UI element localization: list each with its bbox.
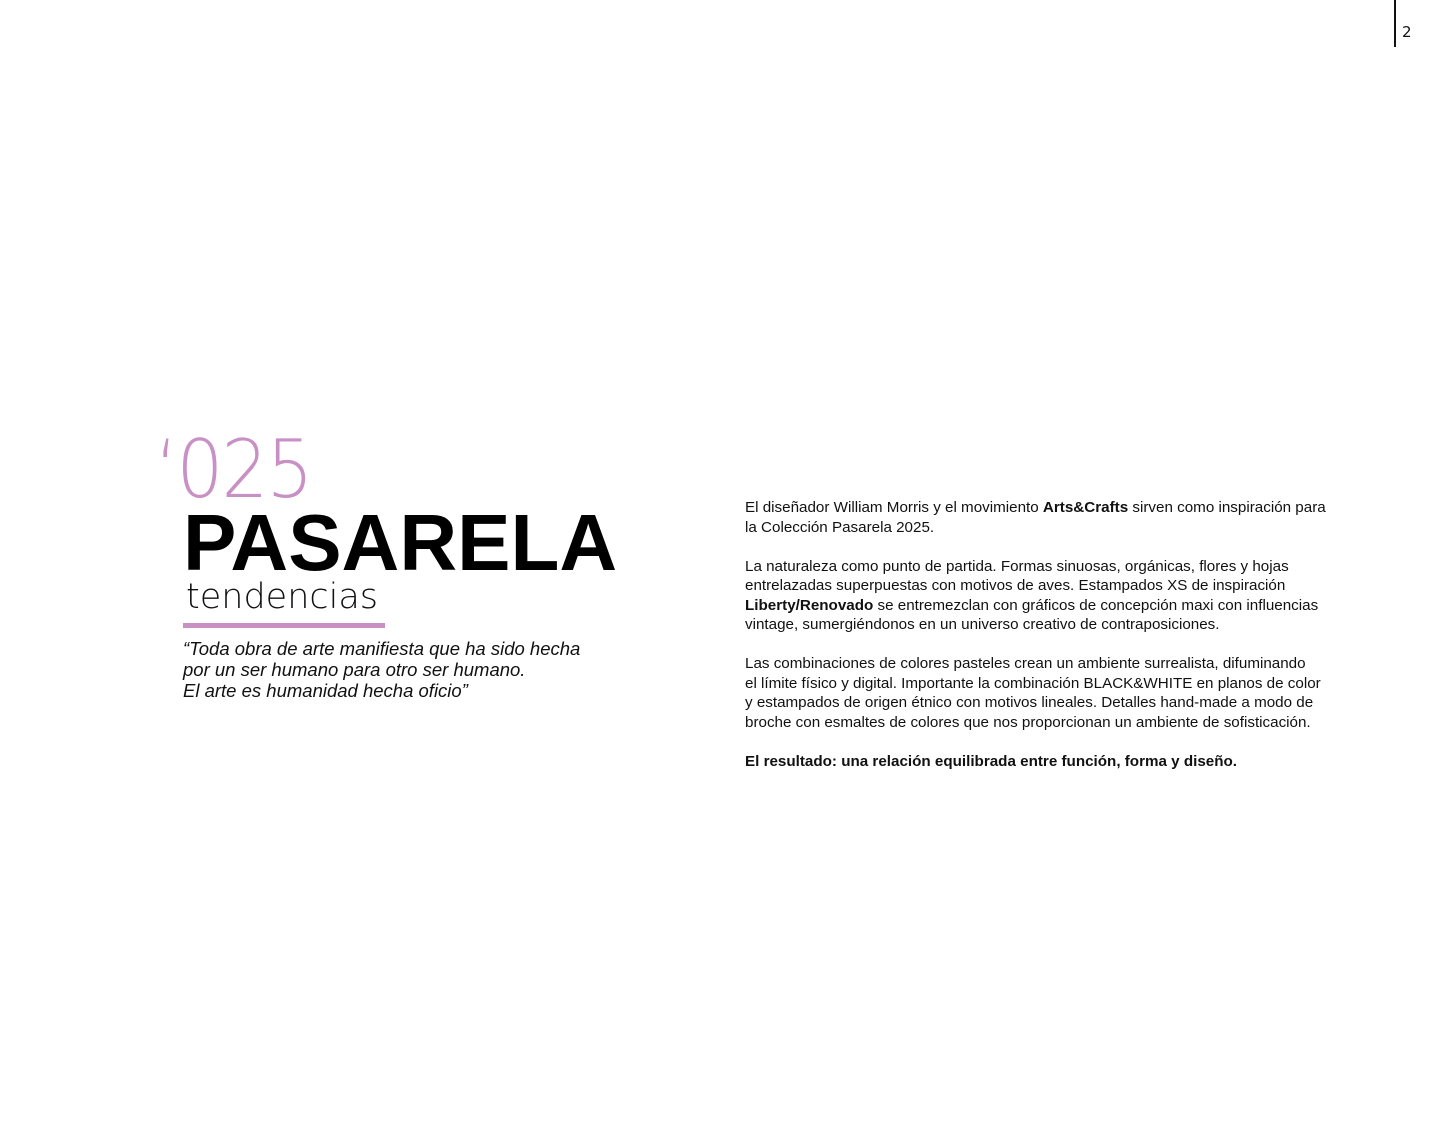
page-number: 2 [1402,23,1412,41]
paragraph-line: Las combinaciones de colores pasteles crean un ambiente surrealista, difuminando [745,655,1306,672]
quote-block [183,638,653,701]
paragraph-line [745,596,1405,616]
bold-term-liberty: Liberty/Renovado [745,596,874,614]
accent-underline [183,623,385,628]
conclusion-text: El resultado: una relación equilibrada entre función, forma y diseño. [745,752,1237,770]
body-text [745,498,1405,791]
text-run: se entremezclan con gráficos de concepción maxi con influencias [873,596,1319,614]
quote-line: “Toda obra de arte manifiesta que ha sido hecha [183,638,581,659]
paragraph-conclusion [745,752,1405,772]
paragraph-inspiration [745,498,1405,537]
paragraph-line: el límite físico y digital. Importante la combinación BLACK&WHITE en planos de color [745,674,1321,692]
quote-line: por un ser humano para otro ser humano. [183,659,526,680]
text-run: sirven como inspiración para [1128,499,1326,516]
bold-term-arts-crafts: Arts&Crafts [1042,499,1129,516]
paragraph-colors [745,654,1405,732]
year-text: ‘025 [155,423,312,516]
text-run: El diseñador William Morris y el movimiento [745,499,1043,516]
page-subtitle: tendencias [186,577,379,617]
page-title: PASARELA [183,498,618,587]
paragraph-line: broche con esmaltes de colores que nos proporcionan un ambiente de sofisticación. [745,713,1311,731]
paragraph-line: La naturaleza como punto de partida. Formas sinuosas, orgánicas, flores y hojas [745,557,1289,575]
paragraph-line: entrelazadas superpuestas con motivos de aves. Estampados XS de inspiración [745,577,1286,594]
quote-line: El arte es humanidad hecha oficio” [183,680,468,701]
paragraph-nature [745,557,1405,635]
paragraph-line [745,498,1405,518]
page-number-rule [1394,0,1396,47]
paragraph-line: la Colección Pasarela 2025. [745,518,935,536]
paragraph-line: vintage, sumergiéndonos en un universo creativo de contraposiciones. [745,616,1220,633]
paragraph-line: y estampados de origen étnico con motivos lineales. Detalles hand-made a modo de [745,694,1314,711]
